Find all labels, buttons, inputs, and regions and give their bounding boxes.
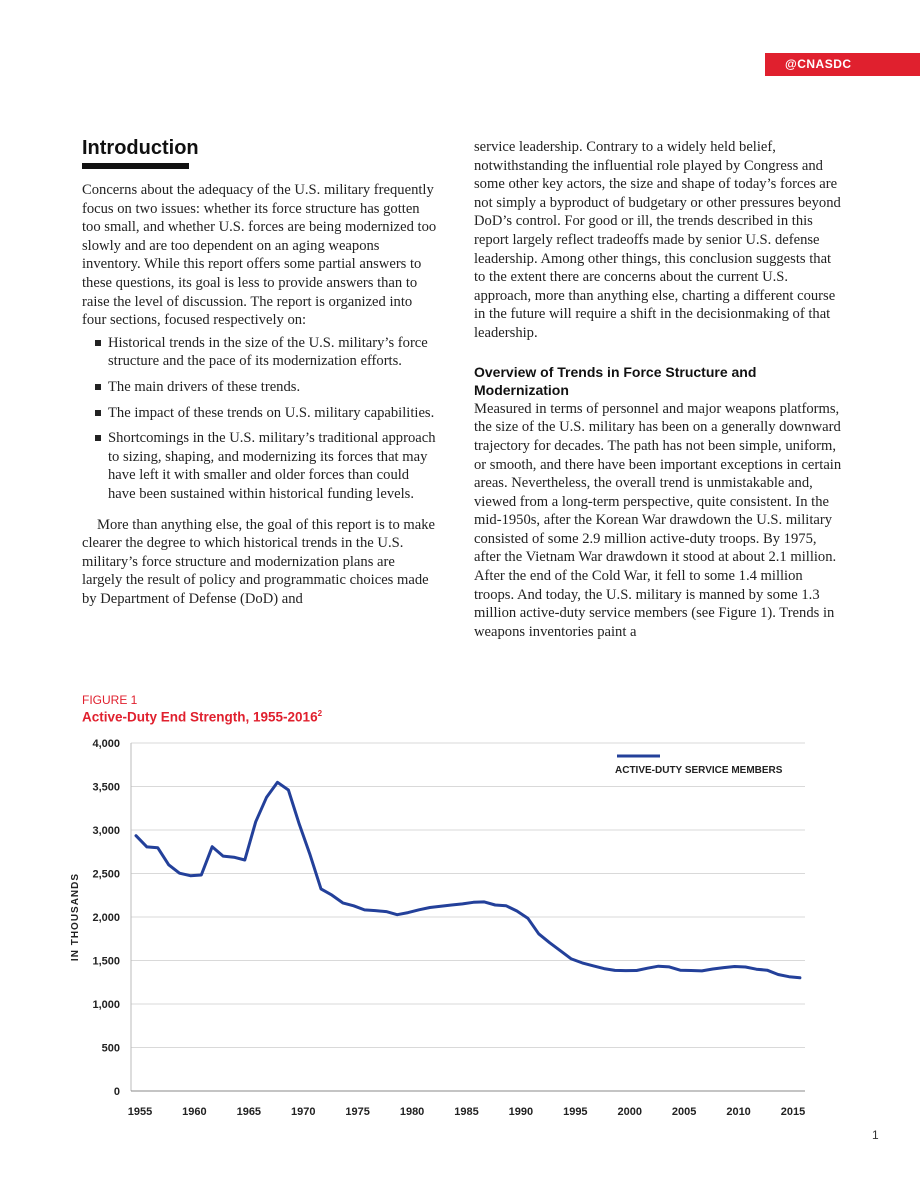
list-item: Shortcomings in the U.S. military’s traditional approach to sizing, shaping, and modernizing its forces that may have left it with smaller and older forces than could have been sustained within historical funding levels. (108, 429, 438, 503)
y-tick-label: 1,000 (92, 999, 120, 1011)
list-item: The impact of these trends on U.S. military capabilities. (108, 404, 438, 423)
x-tick-label: 1975 (345, 1106, 370, 1118)
y-axis-label: IN THOUSANDS (70, 872, 81, 962)
y-tick-label: 500 (101, 1042, 120, 1055)
list-item: The main drivers of these trends. (108, 378, 438, 397)
y-tick-label: 3,000 (92, 825, 120, 837)
legend-label: ACTIVE-DUTY SERVICE MEMBERS (615, 765, 783, 776)
y-tick-label: 0 (113, 1086, 120, 1098)
page-number: 1 (872, 1128, 879, 1142)
overview-heading: Overview of Trends in Force Structure and Modernization (474, 363, 757, 399)
figure-title-text: Active-Duty End Strength, 1955-2016 (82, 709, 318, 725)
y-tick-label: 2,000 (92, 912, 120, 924)
figure-footnote-marker: 2 (317, 709, 323, 718)
x-tick-label: 1965 (236, 1106, 262, 1118)
x-tick-label: 2010 (726, 1106, 751, 1118)
x-tick-label: 1960 (182, 1106, 207, 1118)
y-tick-label: 2,500 (92, 868, 120, 881)
x-tick-label: 2000 (617, 1106, 642, 1118)
intro-paragraph-1: Concerns about the adequacy of the U.S. military frequently focus on two issues: whether its force structure has gotten too small, and whether U.S. forces are being modernized too slowly and are too dependent on an aging weapons inventory. While this report offers some partial answers to these questions, its goal is less to provide answers than to raise the level of discussion. The report is organized into four sections, focused respectively on: (82, 182, 437, 329)
x-tick-label: 2015 (780, 1106, 806, 1118)
x-tick-label: 1955 (127, 1106, 153, 1118)
intro-paragraph-3: service leadership. Contrary to a widely held belief, notwithstanding the influential role played by Congress and some other key actors, the size and shape of today’s forces are not simply a byproduct of budgetary or other pressures beyond DoD’s control. For good or ill, the trends described in this report largely reflect tradeoffs made by senior U.S. defense leadership. Among other things, this conclusion suggests that to the extent there are concerns about the current U.S. approach, more than anything else, charting a different course in the future will require a shift in the decisionmaking of that leadership. (474, 139, 841, 341)
intro-paragraph-2: More than anything else, the goal of this report is to make clearer the degree to which historical trends in the U.S. military’s force structure and modernization plans are largely the result of policy and programmatic choices made by Department of Defense (DoD) and (82, 516, 436, 607)
list-item: Historical trends in the size of the U.S. military’s force structure and the pace of its modernization efforts. (108, 334, 438, 371)
x-tick-label: 1995 (563, 1106, 588, 1118)
y-tick-label: 3,500 (92, 781, 120, 794)
series-line-active-duty (136, 782, 800, 978)
y-tick-label: 1,500 (92, 955, 120, 968)
x-tick-label: 1980 (399, 1106, 425, 1118)
overview-paragraph: Measured in terms of personnel and major weapons platforms, the size of the U.S. military has been on a generally downward trajectory for decades. The path has not been simple, uniform, or smooth, and there have been important exceptions in certain areas. Nevertheless, the overall trend is unmistakable and, viewed from a long-term perspective, quite consistent. In the mid-1950s, after the Korean War drawdown the U.S. military consisted of some 2.9 million active-duty troops. By 1975, after the Vietnam War drawdown it stood at about 2.1 million. After the end of the Cold War, it fell to some 1.4 million troops. And today, the U.S. military is manned by some 1.3 million active-duty service members (see Figure 1). Trends in weapons inventories paint a (474, 400, 842, 640)
x-tick-label: 1970 (291, 1106, 316, 1118)
x-tick-label: 1985 (454, 1106, 479, 1118)
x-tick-label: 1990 (508, 1106, 534, 1118)
figure-label: FIGURE 1 (82, 693, 138, 707)
x-tick-label: 2005 (671, 1106, 697, 1118)
cnasdc-tag: @CNASDC (765, 53, 920, 76)
introduction-heading: Introduction (82, 137, 199, 159)
y-tick-label: 4,000 (92, 738, 120, 750)
